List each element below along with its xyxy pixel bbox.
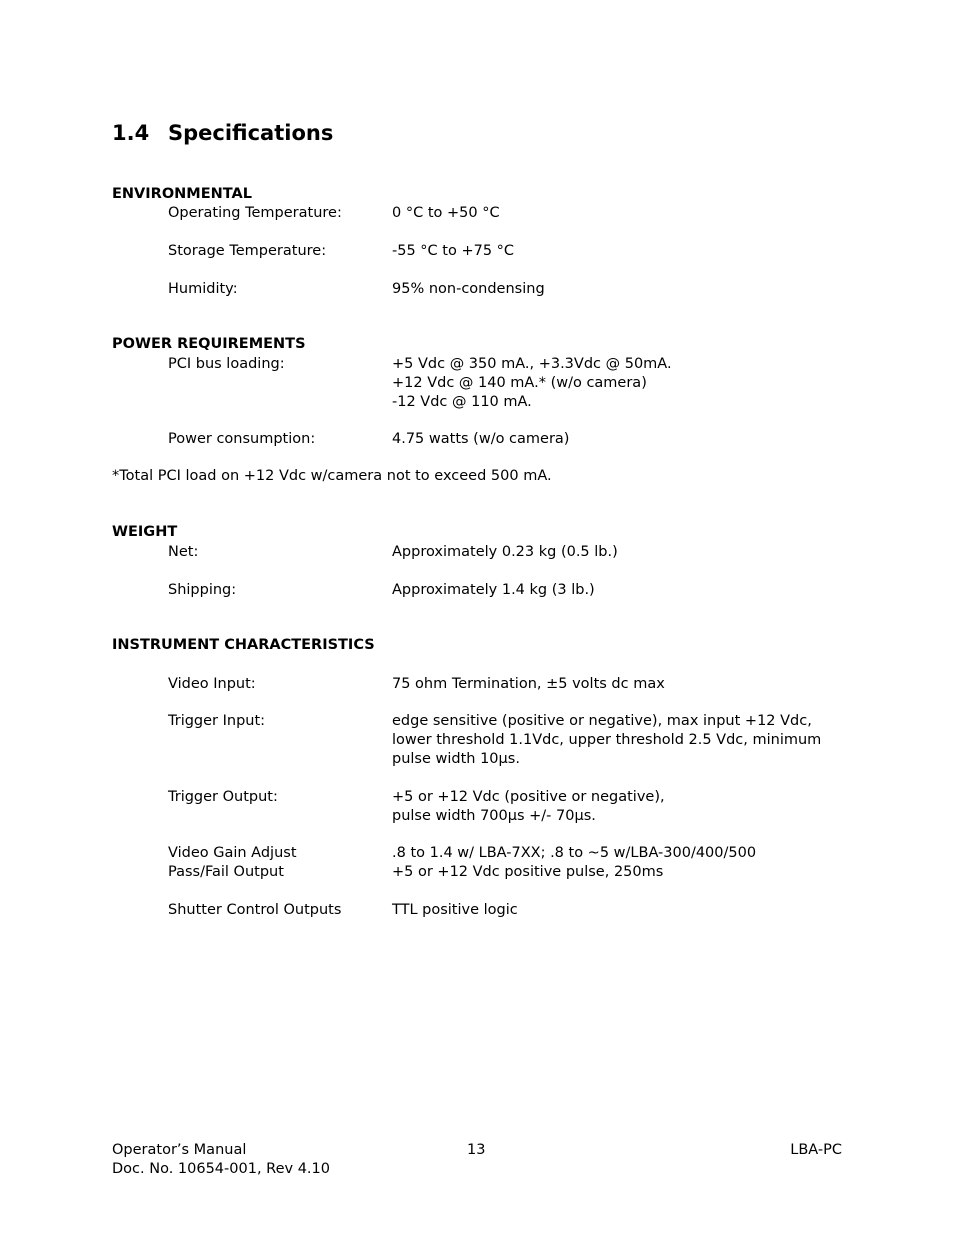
spec-label: Humidity: bbox=[168, 281, 238, 297]
spec-label: Operating Temperature: bbox=[168, 205, 342, 221]
spec-value: +5 or +12 Vdc positive pulse, 250ms bbox=[392, 864, 664, 880]
environmental-heading: ENVIRONMENTAL bbox=[112, 186, 252, 202]
section-title: Specifications bbox=[168, 121, 334, 145]
spec-label: Power consumption: bbox=[168, 431, 316, 447]
spec-label: PCI bus loading: bbox=[168, 356, 285, 372]
footer-manual-title: Operator’s Manual bbox=[112, 1142, 247, 1158]
spec-label: Shutter Control Outputs bbox=[168, 902, 342, 918]
spec-value-line: -12 Vdc @ 110 mA. bbox=[392, 394, 532, 410]
spec-value: 75 ohm Termination, ±5 volts dc max bbox=[392, 676, 665, 692]
spec-label: Shipping: bbox=[168, 582, 237, 598]
spec-label: Trigger Input: bbox=[168, 713, 266, 729]
spec-value: -55 °C to +75 °C bbox=[392, 243, 515, 259]
spec-value-line: pulse width 700µs +/- 70µs. bbox=[392, 808, 596, 824]
spec-value-line: +5 or +12 Vdc (positive or negative), bbox=[392, 789, 665, 805]
spec-value bbox=[392, 355, 842, 412]
spec-value: Approximately 1.4 kg (3 lb.) bbox=[392, 582, 595, 598]
footer-page-number: 13 bbox=[467, 1142, 486, 1158]
section-number: 1.4 bbox=[112, 121, 150, 145]
spec-value-line: +12 Vdc @ 140 mA.* (w/o camera) bbox=[392, 375, 647, 391]
spec-value: TTL positive logic bbox=[392, 902, 518, 918]
footer-doc-number: Doc. No. 10654-001, Rev 4.10 bbox=[112, 1161, 330, 1177]
footer-product-name: LBA-PC bbox=[790, 1142, 842, 1158]
power-requirements-heading: POWER REQUIREMENTS bbox=[112, 336, 306, 352]
spec-value bbox=[392, 788, 842, 826]
instrument-characteristics-heading: INSTRUMENT CHARACTERISTICS bbox=[112, 637, 375, 653]
spec-value: 4.75 watts (w/o camera) bbox=[392, 431, 570, 447]
weight-heading: WEIGHT bbox=[112, 524, 178, 540]
power-footnote: *Total PCI load on +12 Vdc w/camera not to exceed 500 mA. bbox=[112, 468, 552, 484]
spec-label: Storage Temperature: bbox=[168, 243, 327, 259]
spec-value: 95% non-condensing bbox=[392, 281, 545, 297]
spec-value: Approximately 0.23 kg (0.5 lb.) bbox=[392, 544, 618, 560]
footer-document-info bbox=[112, 1141, 330, 1179]
spec-value: 0 °C to +50 °C bbox=[392, 205, 500, 221]
spec-label: Net: bbox=[168, 544, 199, 560]
spec-value: .8 to 1.4 w/ LBA-7XX; .8 to ~5 w/LBA-300/400/500 bbox=[392, 845, 757, 861]
spec-label: Trigger Output: bbox=[168, 789, 278, 805]
spec-label: Pass/Fail Output bbox=[168, 864, 284, 880]
spec-value-line: +5 Vdc @ 350 mA., +3.3Vdc @ 50mA. bbox=[392, 356, 672, 372]
section-heading bbox=[112, 121, 333, 145]
spec-label: Video Input: bbox=[168, 676, 256, 692]
spec-label: Video Gain Adjust bbox=[168, 845, 297, 861]
spec-value: edge sensitive (positive or negative), max input +12 Vdc, lower threshold 1.1Vdc, upper threshold 2.5 Vdc, minimum pulse width 10µs. bbox=[392, 713, 822, 767]
